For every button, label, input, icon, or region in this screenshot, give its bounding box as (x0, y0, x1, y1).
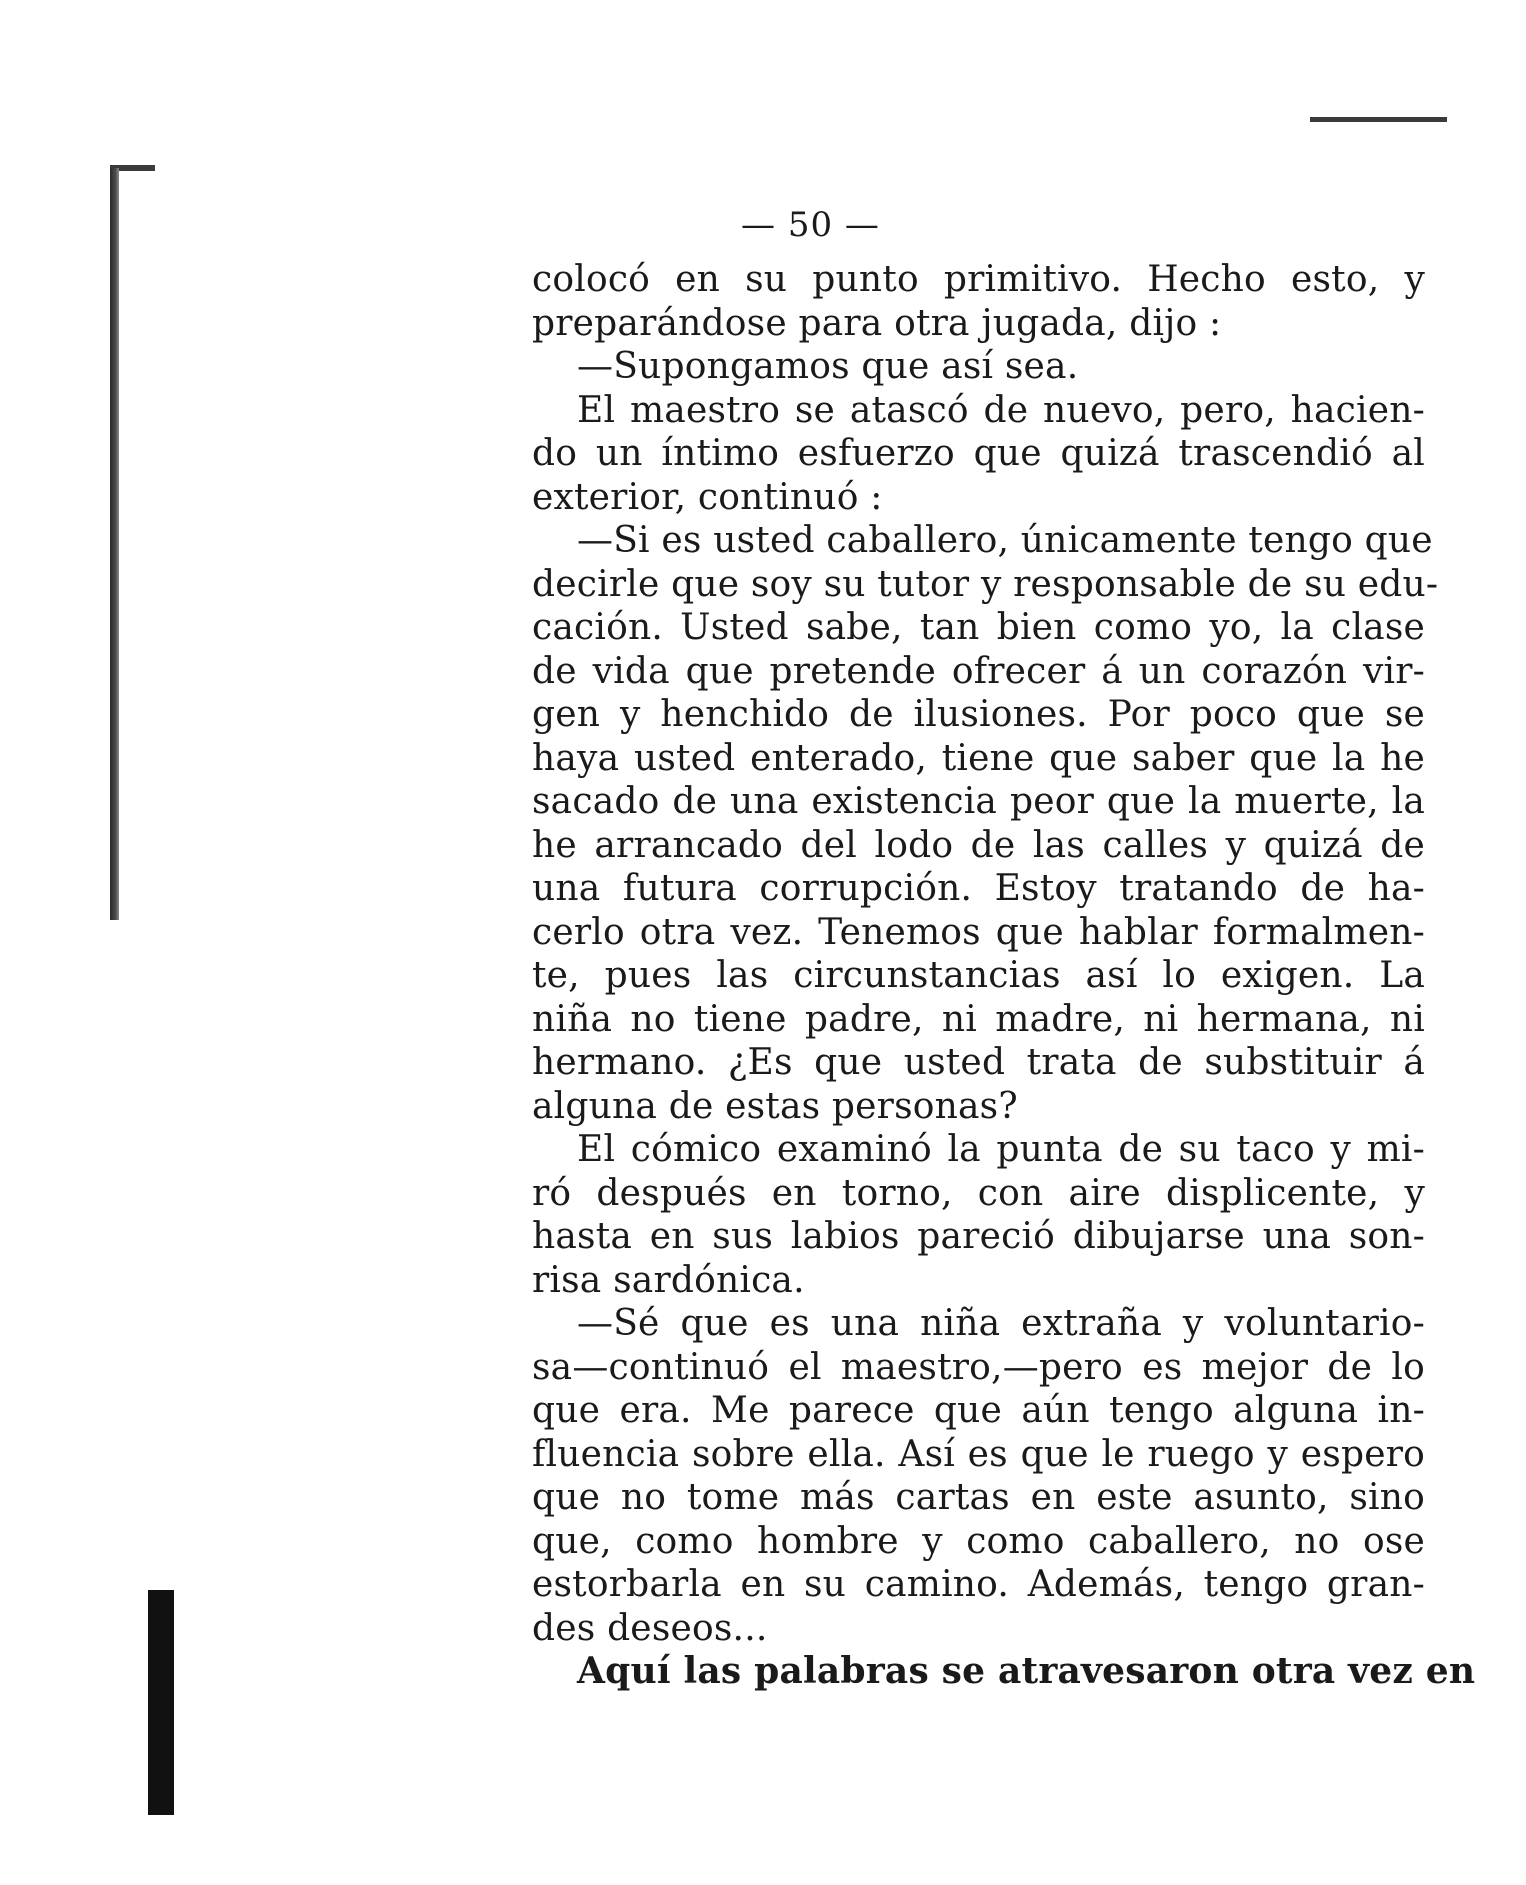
text-line: ró después en torno, con aire displicente, y (532, 1172, 1425, 1214)
text-line: El maestro se atascó de nuevo, pero, hacien- (577, 389, 1425, 431)
text-line: Aquí las palabras se atravesaron otra vez en (577, 1650, 1476, 1692)
text-line: decirle que soy su tutor y responsable de su edu- (532, 563, 1439, 605)
text-line: des deseos... (532, 1607, 768, 1649)
text-line: gen y henchido de ilusiones. Por poco que se (532, 694, 1425, 735)
text-line: do un íntimo esfuerzo que quizá trascendió al (532, 433, 1425, 474)
text-line: niña no tiene padre, ni madre, ni hermana, ni (532, 998, 1425, 1040)
text-line: de vida que pretende ofrecer á un corazón vir- (532, 650, 1425, 692)
text-line: exterior, continuó : (532, 476, 883, 518)
text-line: una futura corrupción. Estoy tratando de ha- (532, 868, 1425, 909)
text-line: hasta en sus labios pareció dibujarse una son- (532, 1216, 1425, 1257)
text-line: estorbarla en su camino. Además, tengo gran- (532, 1564, 1425, 1605)
text-line: hermano. ¿Es que usted trata de substituir á (532, 1042, 1425, 1083)
scan-border-artifact (110, 168, 119, 920)
text-line: —Sé que es una niña extraña y voluntario- (577, 1303, 1425, 1344)
text-line: he arrancado del lodo de las calles y quizá de (532, 824, 1425, 866)
scan-border-artifact (148, 1590, 174, 1815)
text-line: cación. Usted sabe, tan bien como yo, la clase (532, 607, 1425, 648)
text-line: colocó en su punto primitivo. Hecho esto, y (532, 259, 1425, 300)
text-line: te, pues las circunstancias así lo exigen. La (532, 955, 1425, 996)
text-line: que no tome más cartas en este asunto, sino (532, 1477, 1425, 1518)
text-line: —Supongamos que así sea. (577, 346, 1079, 387)
text-line: sacado de una existencia peor que la muerte, la (532, 781, 1425, 822)
text-line: —Si es usted caballero, únicamente tengo que (577, 520, 1433, 561)
text-line: alguna de estas personas? (532, 1085, 1018, 1127)
text-line: haya usted enterado, tiene que saber que la he (532, 737, 1425, 779)
scan-dash-artifact (1310, 117, 1447, 122)
page-number: — 50 — (741, 205, 880, 245)
text-line: preparándose para otra jugada, dijo : (532, 302, 1222, 344)
text-line: sa—continuó el maestro,—pero es mejor de lo (532, 1346, 1425, 1388)
text-line: El cómico examinó la punta de su taco y mi- (577, 1129, 1425, 1170)
text-line: que era. Me parece que aún tengo alguna in- (532, 1390, 1425, 1431)
text-line: fluencia sobre ella. Así es que le ruego y espero (532, 1433, 1425, 1475)
text-line: que, como hombre y como caballero, no ose (532, 1520, 1425, 1562)
text-line: risa sardónica. (532, 1259, 805, 1301)
body-text (532, 258, 1476, 1694)
text-line: cerlo otra vez. Tenemos que hablar formalmen- (532, 911, 1425, 953)
